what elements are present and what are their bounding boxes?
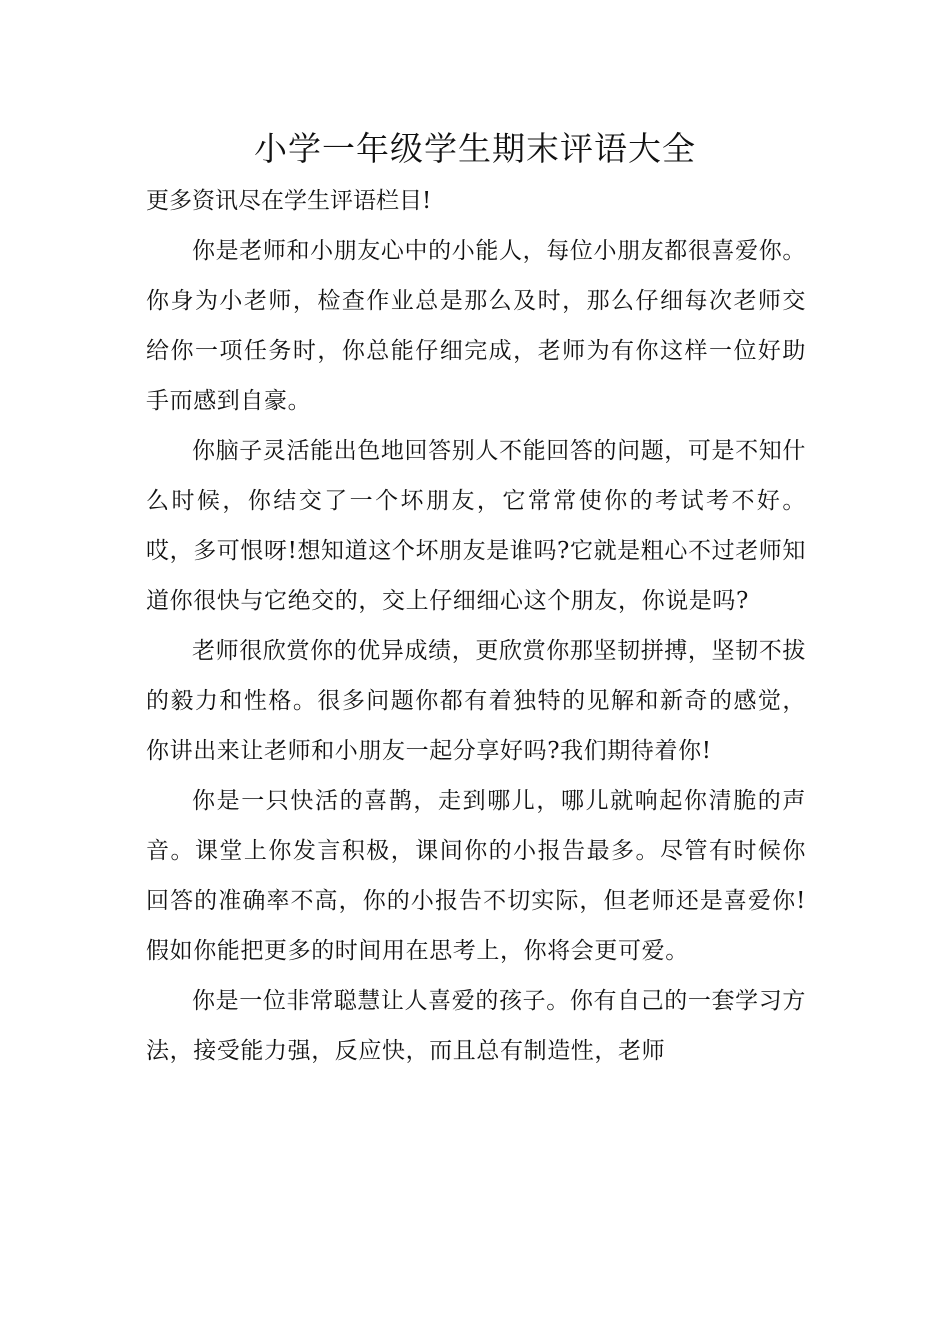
paragraph: 你是一位非常聪慧让人喜爱的孩子。你有自己的一套学习方法，接受能力强，反应快，而且总有制造性，老师 [146,988,806,1064]
document-title: 小学一年级学生期末评语大全 [254,129,696,168]
paragraph: 你是老师和小朋友心中的小能人，每位小朋友都很喜爱你。你身为小老师，检查作业总是那么及时，那么仔细每次老师交给你一项任务时，你总能仔细完成，老师为有你这样一位好助手而感到自豪。 [146,238,806,414]
paragraph: 老师很欣赏你的优异成绩，更欣赏你那坚韧拼搏，坚韧不拔的毅力和性格。很多问题你都有着独特的见解和新奇的感觉，你讲出来让老师和小朋友一起分享好吗?我们期待着你! [146,638,806,764]
paragraph: 你脑子灵活能出色地回答别人不能回答的问题，可是不知什么时候，你结交了一个坏朋友，它常常使你的考试考不好。哎，多可恨呀!想知道这个坏朋友是谁吗?它就是粗心不过老师知道你很快与它绝交的，交上仔细细心这个朋友，你说是吗? [146,438,806,614]
paragraph: 你是一只快活的喜鹊，走到哪儿，哪儿就响起你清脆的声音。课堂上你发言积极，课间你的小报告最多。尽管有时候你回答的准确率不高，你的小报告不切实际，但老师还是喜爱你!假如你能把更多的时间用在思考上，你将会更可爱。 [146,788,806,964]
document-body [146,226,806,1076]
document-subtitle: 更多资讯尽在学生评语栏目! [146,188,432,214]
